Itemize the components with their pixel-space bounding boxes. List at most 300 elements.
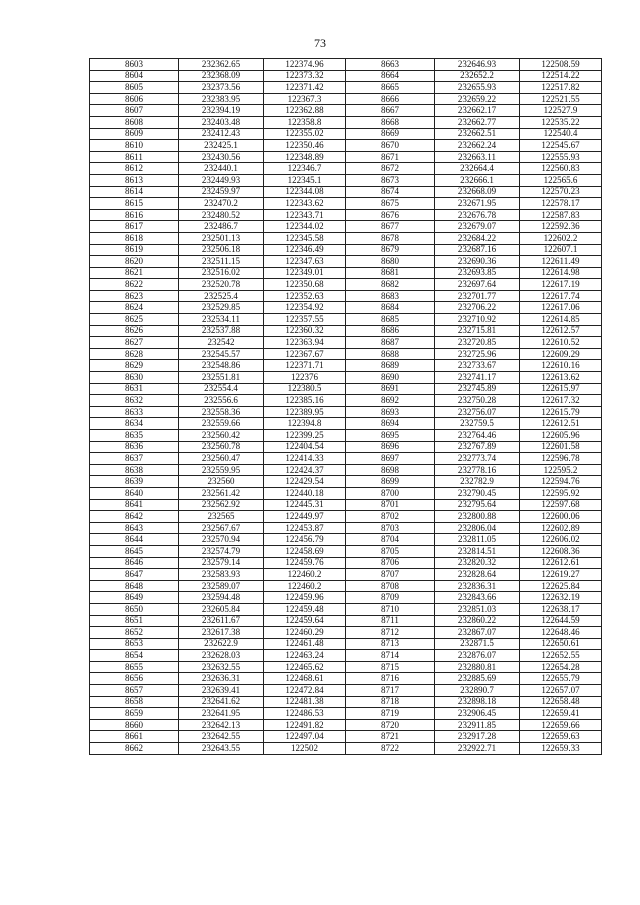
right-y-coordinate-cell: 122535.22 (520, 116, 602, 128)
right-y-coordinate-cell: 122606.02 (520, 534, 602, 546)
left-y-coordinate-cell: 122404.54 (264, 441, 346, 453)
table-row (90, 441, 602, 453)
left-x-coordinate-cell: 232486.7 (179, 221, 264, 233)
left-y-coordinate-cell: 122350.46 (264, 140, 346, 152)
left-x-coordinate-cell: 232548.86 (179, 360, 264, 372)
right-x-coordinate-cell: 232659.22 (435, 93, 520, 105)
table-row (90, 290, 602, 302)
table-row (90, 198, 602, 210)
right-point-number-cell: 8672 (346, 163, 435, 175)
right-y-coordinate-cell: 122658.48 (520, 696, 602, 708)
right-y-coordinate-cell: 122657.07 (520, 685, 602, 697)
left-x-coordinate-cell: 232542 (179, 337, 264, 349)
left-x-coordinate-cell: 232551.81 (179, 372, 264, 384)
right-y-coordinate-cell: 122597.68 (520, 499, 602, 511)
right-x-coordinate-cell: 232806.04 (435, 522, 520, 534)
right-x-coordinate-cell: 232890.7 (435, 685, 520, 697)
right-y-coordinate-cell: 122607.1 (520, 244, 602, 256)
right-point-number-cell: 8687 (346, 337, 435, 349)
left-point-number-cell: 8604 (90, 70, 179, 82)
table-row (90, 395, 602, 407)
right-x-coordinate-cell: 232652.2 (435, 70, 520, 82)
table-row (90, 696, 602, 708)
left-y-coordinate-cell: 122497.04 (264, 731, 346, 743)
right-x-coordinate-cell: 232880.81 (435, 661, 520, 673)
table-row (90, 314, 602, 326)
left-point-number-cell: 8623 (90, 290, 179, 302)
table-row (90, 128, 602, 140)
right-x-coordinate-cell: 232759.5 (435, 418, 520, 430)
left-x-coordinate-cell: 232643.55 (179, 743, 264, 755)
right-point-number-cell: 8693 (346, 406, 435, 418)
left-y-coordinate-cell: 122472.84 (264, 685, 346, 697)
left-x-coordinate-cell: 232501.13 (179, 232, 264, 244)
right-point-number-cell: 8684 (346, 302, 435, 314)
left-y-coordinate-cell: 122460.2 (264, 569, 346, 581)
left-y-coordinate-cell: 122459.48 (264, 603, 346, 615)
left-y-coordinate-cell: 122346.49 (264, 244, 346, 256)
left-x-coordinate-cell: 232480.52 (179, 209, 264, 221)
right-x-coordinate-cell: 232701.77 (435, 290, 520, 302)
left-y-coordinate-cell: 122371.42 (264, 82, 346, 94)
right-x-coordinate-cell: 232876.07 (435, 650, 520, 662)
right-x-coordinate-cell: 232662.24 (435, 140, 520, 152)
left-point-number-cell: 8660 (90, 719, 179, 731)
table-row (90, 105, 602, 117)
left-point-number-cell: 8619 (90, 244, 179, 256)
left-y-coordinate-cell: 122459.64 (264, 615, 346, 627)
table-row (90, 93, 602, 105)
right-x-coordinate-cell: 232750.28 (435, 395, 520, 407)
left-point-number-cell: 8628 (90, 348, 179, 360)
table-row (90, 221, 602, 233)
right-point-number-cell: 8685 (346, 314, 435, 326)
left-y-coordinate-cell: 122345.1 (264, 174, 346, 186)
table-row (90, 140, 602, 152)
right-point-number-cell: 8701 (346, 499, 435, 511)
left-x-coordinate-cell: 232511.15 (179, 256, 264, 268)
right-y-coordinate-cell: 122659.33 (520, 743, 602, 755)
right-point-number-cell: 8721 (346, 731, 435, 743)
right-point-number-cell: 8680 (346, 256, 435, 268)
left-x-coordinate-cell: 232449.93 (179, 174, 264, 186)
left-point-number-cell: 8616 (90, 209, 179, 221)
left-x-coordinate-cell: 232594.48 (179, 592, 264, 604)
right-y-coordinate-cell: 122613.62 (520, 372, 602, 384)
left-x-coordinate-cell: 232534.11 (179, 314, 264, 326)
right-point-number-cell: 8663 (346, 59, 435, 71)
right-y-coordinate-cell: 122655.79 (520, 673, 602, 685)
right-point-number-cell: 8683 (346, 290, 435, 302)
left-y-coordinate-cell: 122371.71 (264, 360, 346, 372)
left-x-coordinate-cell: 232560.47 (179, 453, 264, 465)
left-x-coordinate-cell: 232611.67 (179, 615, 264, 627)
right-x-coordinate-cell: 232679.07 (435, 221, 520, 233)
left-point-number-cell: 8646 (90, 557, 179, 569)
table-row (90, 673, 602, 685)
right-x-coordinate-cell: 232871.5 (435, 638, 520, 650)
right-y-coordinate-cell: 122602.89 (520, 522, 602, 534)
right-y-coordinate-cell: 122612.57 (520, 325, 602, 337)
right-y-coordinate-cell: 122610.52 (520, 337, 602, 349)
right-point-number-cell: 8713 (346, 638, 435, 650)
left-point-number-cell: 8625 (90, 314, 179, 326)
left-point-number-cell: 8603 (90, 59, 179, 71)
left-point-number-cell: 8656 (90, 673, 179, 685)
table-row (90, 592, 602, 604)
right-point-number-cell: 8690 (346, 372, 435, 384)
table-row (90, 487, 602, 499)
right-y-coordinate-cell: 122601.58 (520, 441, 602, 453)
left-x-coordinate-cell: 232636.31 (179, 673, 264, 685)
left-y-coordinate-cell: 122345.58 (264, 232, 346, 244)
left-y-coordinate-cell: 122344.08 (264, 186, 346, 198)
left-point-number-cell: 8644 (90, 534, 179, 546)
right-point-number-cell: 8677 (346, 221, 435, 233)
right-point-number-cell: 8712 (346, 627, 435, 639)
left-point-number-cell: 8652 (90, 627, 179, 639)
right-x-coordinate-cell: 232800.88 (435, 511, 520, 523)
left-point-number-cell: 8661 (90, 731, 179, 743)
left-y-coordinate-cell: 122355.02 (264, 128, 346, 140)
right-point-number-cell: 8704 (346, 534, 435, 546)
right-x-coordinate-cell: 232733.67 (435, 360, 520, 372)
right-x-coordinate-cell: 232867.07 (435, 627, 520, 639)
left-y-coordinate-cell: 122453.87 (264, 522, 346, 534)
right-y-coordinate-cell: 122596.78 (520, 453, 602, 465)
left-x-coordinate-cell: 232506.18 (179, 244, 264, 256)
right-y-coordinate-cell: 122560.83 (520, 163, 602, 175)
right-x-coordinate-cell: 232756.07 (435, 406, 520, 418)
right-y-coordinate-cell: 122632.19 (520, 592, 602, 604)
left-x-coordinate-cell: 232579.14 (179, 557, 264, 569)
left-y-coordinate-cell: 122429.54 (264, 476, 346, 488)
right-point-number-cell: 8709 (346, 592, 435, 604)
left-x-coordinate-cell: 232560.78 (179, 441, 264, 453)
left-y-coordinate-cell: 122360.32 (264, 325, 346, 337)
table-row (90, 372, 602, 384)
left-x-coordinate-cell: 232605.84 (179, 603, 264, 615)
right-point-number-cell: 8674 (346, 186, 435, 198)
right-y-coordinate-cell: 122659.66 (520, 719, 602, 731)
coordinates-table (89, 58, 602, 755)
right-x-coordinate-cell: 232671.95 (435, 198, 520, 210)
right-x-coordinate-cell: 232773.74 (435, 453, 520, 465)
table-row (90, 545, 602, 557)
right-point-number-cell: 8706 (346, 557, 435, 569)
table-row (90, 325, 602, 337)
left-y-coordinate-cell: 122414.33 (264, 453, 346, 465)
left-point-number-cell: 8610 (90, 140, 179, 152)
right-point-number-cell: 8711 (346, 615, 435, 627)
left-y-coordinate-cell: 122344.02 (264, 221, 346, 233)
left-point-number-cell: 8613 (90, 174, 179, 186)
left-point-number-cell: 8606 (90, 93, 179, 105)
right-x-coordinate-cell: 232820.32 (435, 557, 520, 569)
right-y-coordinate-cell: 122555.93 (520, 151, 602, 163)
right-point-number-cell: 8682 (346, 279, 435, 291)
right-y-coordinate-cell: 122614.85 (520, 314, 602, 326)
left-point-number-cell: 8627 (90, 337, 179, 349)
right-point-number-cell: 8710 (346, 603, 435, 615)
left-point-number-cell: 8614 (90, 186, 179, 198)
left-point-number-cell: 8637 (90, 453, 179, 465)
left-y-coordinate-cell: 122373.32 (264, 70, 346, 82)
left-y-coordinate-cell: 122376 (264, 372, 346, 384)
right-x-coordinate-cell: 232782.9 (435, 476, 520, 488)
right-point-number-cell: 8676 (346, 209, 435, 221)
table-row (90, 685, 602, 697)
right-x-coordinate-cell: 232666.1 (435, 174, 520, 186)
left-point-number-cell: 8647 (90, 569, 179, 581)
left-y-coordinate-cell: 122367.67 (264, 348, 346, 360)
right-y-coordinate-cell: 122612.51 (520, 418, 602, 430)
left-y-coordinate-cell: 122459.76 (264, 557, 346, 569)
left-y-coordinate-cell: 122459.96 (264, 592, 346, 604)
right-x-coordinate-cell: 232690.36 (435, 256, 520, 268)
right-x-coordinate-cell: 232676.78 (435, 209, 520, 221)
left-y-coordinate-cell: 122362.88 (264, 105, 346, 117)
left-x-coordinate-cell: 232639.41 (179, 685, 264, 697)
left-point-number-cell: 8631 (90, 383, 179, 395)
right-x-coordinate-cell: 232811.05 (435, 534, 520, 546)
right-point-number-cell: 8702 (346, 511, 435, 523)
right-y-coordinate-cell: 122594.76 (520, 476, 602, 488)
left-y-coordinate-cell: 122354.92 (264, 302, 346, 314)
right-point-number-cell: 8675 (346, 198, 435, 210)
right-point-number-cell: 8688 (346, 348, 435, 360)
right-x-coordinate-cell: 232668.09 (435, 186, 520, 198)
table-row (90, 661, 602, 673)
right-y-coordinate-cell: 122615.79 (520, 406, 602, 418)
right-y-coordinate-cell: 122659.63 (520, 731, 602, 743)
right-y-coordinate-cell: 122527.9 (520, 105, 602, 117)
left-x-coordinate-cell: 232362.65 (179, 59, 264, 71)
right-point-number-cell: 8679 (346, 244, 435, 256)
right-x-coordinate-cell: 232843.66 (435, 592, 520, 604)
table-row (90, 360, 602, 372)
left-x-coordinate-cell: 232394.19 (179, 105, 264, 117)
right-y-coordinate-cell: 122587.83 (520, 209, 602, 221)
left-x-coordinate-cell: 232559.95 (179, 464, 264, 476)
right-y-coordinate-cell: 122608.36 (520, 545, 602, 557)
right-y-coordinate-cell: 122514.22 (520, 70, 602, 82)
right-y-coordinate-cell: 122644.59 (520, 615, 602, 627)
left-point-number-cell: 8632 (90, 395, 179, 407)
left-y-coordinate-cell: 122374.96 (264, 59, 346, 71)
right-y-coordinate-cell: 122650.61 (520, 638, 602, 650)
right-x-coordinate-cell: 232922.71 (435, 743, 520, 755)
table-row (90, 511, 602, 523)
left-point-number-cell: 8605 (90, 82, 179, 94)
table-row (90, 302, 602, 314)
right-point-number-cell: 8699 (346, 476, 435, 488)
right-point-number-cell: 8691 (346, 383, 435, 395)
right-y-coordinate-cell: 122617.32 (520, 395, 602, 407)
left-x-coordinate-cell: 232459.97 (179, 186, 264, 198)
right-point-number-cell: 8692 (346, 395, 435, 407)
table-row (90, 534, 602, 546)
left-x-coordinate-cell: 232641.62 (179, 696, 264, 708)
right-x-coordinate-cell: 232795.64 (435, 499, 520, 511)
left-y-coordinate-cell: 122424.37 (264, 464, 346, 476)
table-row (90, 569, 602, 581)
left-point-number-cell: 8622 (90, 279, 179, 291)
right-y-coordinate-cell: 122545.67 (520, 140, 602, 152)
left-y-coordinate-cell: 122350.68 (264, 279, 346, 291)
left-x-coordinate-cell: 232412.43 (179, 128, 264, 140)
left-y-coordinate-cell: 122399.25 (264, 430, 346, 442)
table-row (90, 638, 602, 650)
left-x-coordinate-cell: 232574.79 (179, 545, 264, 557)
left-y-coordinate-cell: 122385.16 (264, 395, 346, 407)
right-x-coordinate-cell: 232906.45 (435, 708, 520, 720)
left-x-coordinate-cell: 232567.67 (179, 522, 264, 534)
right-x-coordinate-cell: 232767.89 (435, 441, 520, 453)
left-x-coordinate-cell: 232583.93 (179, 569, 264, 581)
right-y-coordinate-cell: 122614.98 (520, 267, 602, 279)
right-point-number-cell: 8664 (346, 70, 435, 82)
left-x-coordinate-cell: 232641.95 (179, 708, 264, 720)
right-point-number-cell: 8673 (346, 174, 435, 186)
left-y-coordinate-cell: 122502 (264, 743, 346, 755)
right-x-coordinate-cell: 232814.51 (435, 545, 520, 557)
left-point-number-cell: 8649 (90, 592, 179, 604)
right-x-coordinate-cell: 232898.18 (435, 696, 520, 708)
left-x-coordinate-cell: 232617.38 (179, 627, 264, 639)
right-point-number-cell: 8666 (346, 93, 435, 105)
table-row (90, 256, 602, 268)
left-y-coordinate-cell: 122445.31 (264, 499, 346, 511)
left-point-number-cell: 8612 (90, 163, 179, 175)
left-point-number-cell: 8642 (90, 511, 179, 523)
right-point-number-cell: 8719 (346, 708, 435, 720)
left-x-coordinate-cell: 232556.6 (179, 395, 264, 407)
right-x-coordinate-cell: 232710.92 (435, 314, 520, 326)
left-point-number-cell: 8654 (90, 650, 179, 662)
left-x-coordinate-cell: 232628.03 (179, 650, 264, 662)
right-x-coordinate-cell: 232706.22 (435, 302, 520, 314)
right-y-coordinate-cell: 122617.19 (520, 279, 602, 291)
left-x-coordinate-cell: 232565 (179, 511, 264, 523)
right-point-number-cell: 8678 (346, 232, 435, 244)
table-row (90, 151, 602, 163)
right-point-number-cell: 8705 (346, 545, 435, 557)
table-row (90, 627, 602, 639)
right-x-coordinate-cell: 232646.93 (435, 59, 520, 71)
left-point-number-cell: 8608 (90, 116, 179, 128)
left-point-number-cell: 8630 (90, 372, 179, 384)
left-y-coordinate-cell: 122458.69 (264, 545, 346, 557)
left-x-coordinate-cell: 232622.9 (179, 638, 264, 650)
right-x-coordinate-cell: 232836.31 (435, 580, 520, 592)
right-point-number-cell: 8708 (346, 580, 435, 592)
left-y-coordinate-cell: 122460.29 (264, 627, 346, 639)
right-point-number-cell: 8720 (346, 719, 435, 731)
left-x-coordinate-cell: 232642.55 (179, 731, 264, 743)
left-y-coordinate-cell: 122440.18 (264, 487, 346, 499)
left-y-coordinate-cell: 122367.3 (264, 93, 346, 105)
right-x-coordinate-cell: 232790.45 (435, 487, 520, 499)
left-point-number-cell: 8607 (90, 105, 179, 117)
left-point-number-cell: 8629 (90, 360, 179, 372)
left-x-coordinate-cell: 232559.66 (179, 418, 264, 430)
left-x-coordinate-cell: 232561.42 (179, 487, 264, 499)
table-row (90, 603, 602, 615)
left-x-coordinate-cell: 232560.42 (179, 430, 264, 442)
right-x-coordinate-cell: 232828.64 (435, 569, 520, 581)
right-point-number-cell: 8722 (346, 743, 435, 755)
left-point-number-cell: 8633 (90, 406, 179, 418)
right-point-number-cell: 8703 (346, 522, 435, 534)
table-row (90, 580, 602, 592)
right-point-number-cell: 8668 (346, 116, 435, 128)
right-y-coordinate-cell: 122611.49 (520, 256, 602, 268)
left-point-number-cell: 8618 (90, 232, 179, 244)
right-point-number-cell: 8695 (346, 430, 435, 442)
left-point-number-cell: 8611 (90, 151, 179, 163)
right-y-coordinate-cell: 122652.55 (520, 650, 602, 662)
table-row (90, 650, 602, 662)
left-point-number-cell: 8626 (90, 325, 179, 337)
left-point-number-cell: 8651 (90, 615, 179, 627)
left-y-coordinate-cell: 122352.63 (264, 290, 346, 302)
table-row (90, 476, 602, 488)
table-row (90, 708, 602, 720)
right-x-coordinate-cell: 232741.17 (435, 372, 520, 384)
left-point-number-cell: 8621 (90, 267, 179, 279)
left-x-coordinate-cell: 232430.56 (179, 151, 264, 163)
left-y-coordinate-cell: 122481.38 (264, 696, 346, 708)
right-x-coordinate-cell: 232715.81 (435, 325, 520, 337)
left-x-coordinate-cell: 232545.57 (179, 348, 264, 360)
left-x-coordinate-cell: 232554.4 (179, 383, 264, 395)
right-x-coordinate-cell: 232764.46 (435, 430, 520, 442)
right-y-coordinate-cell: 122592.36 (520, 221, 602, 233)
right-point-number-cell: 8667 (346, 105, 435, 117)
left-point-number-cell: 8609 (90, 128, 179, 140)
right-x-coordinate-cell: 232687.16 (435, 244, 520, 256)
right-point-number-cell: 8718 (346, 696, 435, 708)
right-x-coordinate-cell: 232725.96 (435, 348, 520, 360)
left-x-coordinate-cell: 232558.36 (179, 406, 264, 418)
left-x-coordinate-cell: 232570.94 (179, 534, 264, 546)
right-x-coordinate-cell: 232693.85 (435, 267, 520, 279)
table-row (90, 59, 602, 71)
table-row (90, 464, 602, 476)
left-point-number-cell: 8657 (90, 685, 179, 697)
right-y-coordinate-cell: 122605.96 (520, 430, 602, 442)
right-point-number-cell: 8707 (346, 569, 435, 581)
left-point-number-cell: 8636 (90, 441, 179, 453)
right-point-number-cell: 8686 (346, 325, 435, 337)
right-point-number-cell: 8715 (346, 661, 435, 673)
left-y-coordinate-cell: 122456.79 (264, 534, 346, 546)
right-x-coordinate-cell: 232655.93 (435, 82, 520, 94)
right-y-coordinate-cell: 122600.06 (520, 511, 602, 523)
table-row (90, 743, 602, 755)
right-y-coordinate-cell: 122565.6 (520, 174, 602, 186)
left-y-coordinate-cell: 122394.8 (264, 418, 346, 430)
left-y-coordinate-cell: 122463.24 (264, 650, 346, 662)
right-x-coordinate-cell: 232885.69 (435, 673, 520, 685)
left-y-coordinate-cell: 122491.82 (264, 719, 346, 731)
right-y-coordinate-cell: 122517.82 (520, 82, 602, 94)
table-row (90, 244, 602, 256)
right-y-coordinate-cell: 122595.2 (520, 464, 602, 476)
right-point-number-cell: 8670 (346, 140, 435, 152)
left-y-coordinate-cell: 122358.8 (264, 116, 346, 128)
